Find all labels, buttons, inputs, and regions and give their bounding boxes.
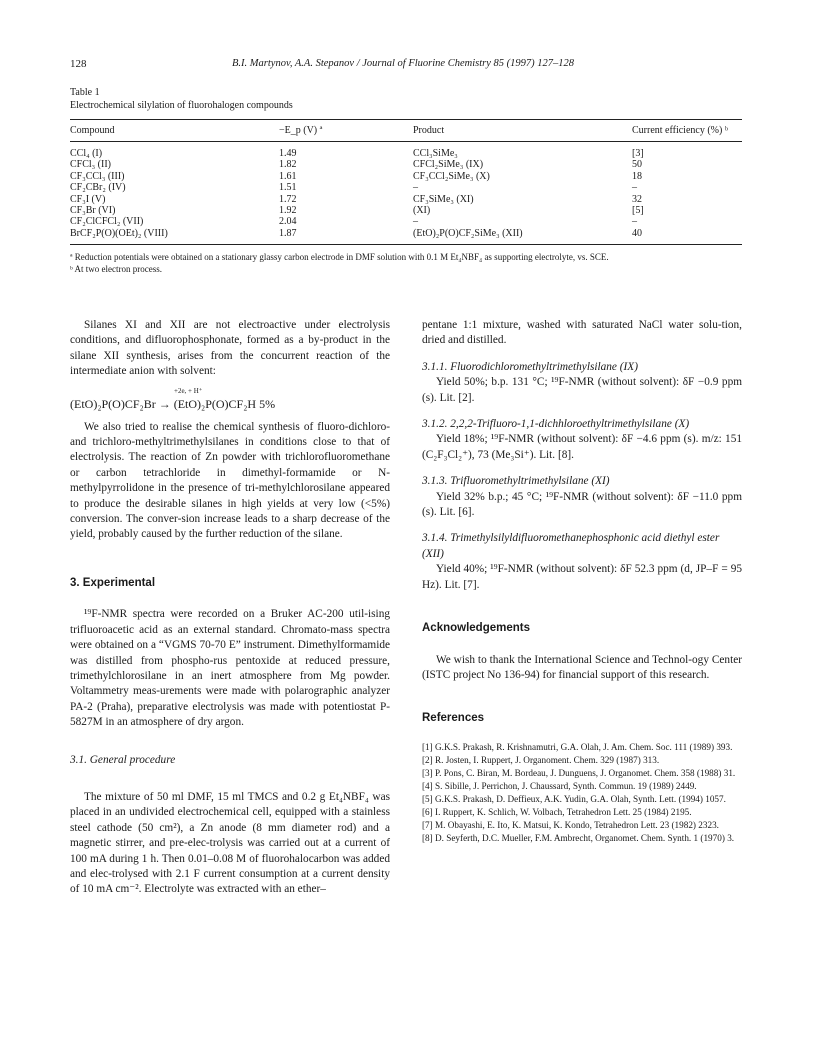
reference-list bbox=[422, 741, 742, 844]
cell-product: (EtO)₂P(O)CF₂SiMe₃ (XII) bbox=[413, 227, 523, 239]
cell-potential: 1.87 bbox=[279, 227, 297, 239]
reference-item: [3] P. Pons, C. Biran, M. Bordeau, J. Dunguens, J. Organomet. Chem. 358 (1988) 31. bbox=[422, 767, 736, 778]
table-row bbox=[70, 216, 742, 227]
table-label: Table 1 bbox=[70, 87, 100, 98]
cell-compound: CF₂ClCFCl₂ (VII) bbox=[70, 216, 144, 228]
cell-efficiency: [3] bbox=[632, 148, 644, 159]
cell-compound: CF₂CBr₂ (IV) bbox=[70, 182, 126, 194]
body-paragraph: We wish to thank the International Science and Technol-ogy Center (ISTC project No 136-94) for financial support of this research. bbox=[422, 653, 742, 681]
table-header-row bbox=[70, 120, 742, 142]
cell-efficiency: 32 bbox=[632, 193, 642, 205]
subsection-heading: 3.1.3. Trifluoromethyltrimethylsilane (XI) bbox=[422, 475, 610, 488]
reference-item: [1] G.K.S. Prakash, R. Krishnamutri, G.A. Olah, J. Am. Chem. Soc. 111 (1989) 393. bbox=[422, 741, 733, 752]
body-paragraph: Yield 50%; b.p. 131 °C; ¹⁹F-NMR (without solvent): δF −0.9 ppm (s). Lit. [2]. bbox=[422, 376, 742, 404]
cell-potential: 1.49 bbox=[279, 148, 297, 159]
body-paragraph: Yield 32% b.p.; 45 °C; ¹⁹F-NMR (without solvent): δF −11.0 ppm (s). Lit. [6]. bbox=[422, 490, 742, 519]
section-heading-references: References bbox=[422, 712, 485, 725]
cell-compound: CF₃Br (VI) bbox=[70, 205, 116, 217]
cell-compound: CF₃I (V) bbox=[70, 193, 106, 205]
cell-efficiency: 50 bbox=[632, 159, 642, 171]
table-row bbox=[70, 182, 742, 193]
equation-condition: +2e, + H⁺ bbox=[174, 386, 203, 395]
cell-product: CF₃CCl₂SiMe₃ (X) bbox=[413, 170, 490, 182]
body-paragraph: Silanes XI and XII are not electroactive under electrolysis conditions, and difluorophosphonate, formed as a by-product in the silane XII synthesis, arises from the concurrent reaction of the intermediate anion with solvent: bbox=[70, 319, 390, 378]
running-header: B.I. Martynov, A.A. Stepanov / Journal of Fluorine Chemistry 85 (1997) 127–128 bbox=[232, 58, 574, 69]
right-column bbox=[422, 318, 742, 845]
reference-item: [4] S. Sibille, J. Perrichon, J. Chaussard, Synth. Commun. 19 (1989) 2449. bbox=[422, 780, 697, 791]
table-block bbox=[70, 86, 742, 275]
cell-potential: 1.82 bbox=[279, 159, 297, 171]
cell-efficiency: 18 bbox=[632, 170, 642, 182]
cell-product: CFCl₂SiMe₃ (IX) bbox=[413, 159, 484, 171]
table-footnote-a: ª Reduction potentials were obtained on a stationary glassy carbon electrode in DMF solution with 0.1 M Et₄NBF₄ as supporting electrolyte, vs. SCE. bbox=[70, 252, 609, 263]
col-header-compound: Compound bbox=[70, 125, 115, 136]
body-paragraph: The mixture of 50 ml DMF, 15 ml TMCS and 0.2 g Et₄NBF₄ was placed in an undivided electrochemical cell, equipped with a stainless steel cathode (50 cm²), a Zn anode (8 mm diameter rod) and a magnetic stirrer, and pre-elec-trolysis was carried out at a current of 100 mA during 1 h. Then 0.01–0.08 M of fluorohalocarbon was added and elec-trolysed with 2.1 F current consumption at a current density of 10 mA cm⁻². Electrolyte was extracted with an ether– bbox=[70, 790, 390, 896]
table-row bbox=[70, 171, 742, 182]
cell-compound: CFCl₃ (II) bbox=[70, 159, 111, 171]
cell-potential: 1.92 bbox=[279, 205, 297, 217]
cell-efficiency: 40 bbox=[632, 227, 642, 239]
table-row bbox=[70, 194, 742, 205]
cell-potential: 2.04 bbox=[279, 216, 297, 228]
subsection-heading: 3.1.1. Fluorodichloromethyltrimethylsilane (IX) bbox=[422, 360, 638, 373]
reaction-equation bbox=[70, 384, 390, 414]
left-column bbox=[70, 318, 390, 898]
subsection-heading: 3.1. General procedure bbox=[70, 753, 176, 766]
col-header-efficiency: Current efficiency (%) ᵇ bbox=[632, 125, 728, 136]
body-paragraph: pentane 1:1 mixture, washed with saturated NaCl water solu-tion, dried and distilled. bbox=[422, 319, 742, 347]
cell-potential: 1.72 bbox=[279, 193, 297, 205]
col-header-potential: −E_p (V) ª bbox=[279, 125, 323, 136]
cell-product: CF₃SiMe₃ (XI) bbox=[413, 193, 474, 205]
cell-efficiency: – bbox=[632, 216, 637, 228]
reference-item: [7] M. Obayashi, E. Ito, K. Matsui, K. Kondo, Tetrahedron Lett. 23 (1982) 2323. bbox=[422, 819, 719, 830]
reference-item: [8] D. Seyferth, D.C. Mueller, F.M. Ambrecht, Organomet. Chem. Synth. 1 (1970) 3. bbox=[422, 832, 735, 843]
table-row bbox=[70, 228, 742, 245]
table-row bbox=[70, 142, 742, 160]
cell-potential: 1.51 bbox=[279, 182, 297, 194]
reference-item: [5] G.K.S. Prakash, D. Deffieux, A.K. Yudin, G.A. Olah, Synth. Lett. (1994) 1057. bbox=[422, 793, 726, 804]
table-caption: Electrochemical silylation of fluorohalogen compounds bbox=[70, 100, 293, 111]
reference-item: [2] R. Josten, I. Ruppert, J. Organoment. Chem. 329 (1987) 313. bbox=[422, 754, 660, 765]
cell-efficiency: – bbox=[632, 182, 637, 194]
page-number: 128 bbox=[70, 58, 87, 70]
body-paragraph: Yield 40%; ¹⁹F-NMR (without solvent): δF 52.3 ppm (d, JP–F = 95 Hz). Lit. [7]. bbox=[422, 563, 742, 591]
subsection-heading: 3.1.2. 2,2,2-Trifluoro-1,1-dichhloroethyltrimethylsilane (X) bbox=[422, 418, 690, 431]
cell-product: – bbox=[413, 216, 418, 228]
cell-product: CCl₃SiMe₃ bbox=[413, 148, 458, 159]
cell-potential: 1.61 bbox=[279, 170, 297, 182]
section-heading-experimental: 3. Experimental bbox=[70, 576, 156, 589]
cell-compound: CCl₄ (I) bbox=[70, 148, 103, 159]
cell-efficiency: [5] bbox=[632, 205, 644, 217]
section-heading-acknowledgements: Acknowledgements bbox=[422, 622, 530, 635]
body-paragraph: ¹⁹F-NMR spectra were recorded on a Bruker AC-200 util-ising trifluoroacetic acid as an external standard. Chromato-mass spectra were obtained on a “VGMS 70-70 E” instrument. Dimethylformamide was distilled from phospho-rus pentoxide at reduced pressure, trimethylchlorosilane in an inert atmosphere from Mg powder. Voltammetry meas-urements were made with polarographic analyzer PA-2 (Praha), preparative electrolysis was made with potentiostat P-5827M in an atmosphere of dry argon. bbox=[70, 608, 390, 729]
table-row bbox=[70, 205, 742, 216]
subsection-heading: 3.1.4. Trimethylsilyldifluoromethanephosphonic acid diethyl ester (XII) bbox=[422, 532, 720, 560]
body-paragraph: We also tried to realise the chemical synthesis of fluoro-dichloro- and trichloro-methyltrimethylsilanes in conditions close to that of electrolysis. The reaction of Zn powder with trichlorofluoromethane or carbon tetrachloride in dimethyl-formamide or N-methylpyrrolidone in the presence of tri-methylchlorosilane appeared to produce the desirable silanes in high yields at very low (<5%) conversion. The conver-sion increase leads to a sharp decrease of the yield, probably caused by the further reduction of the silane. bbox=[70, 420, 390, 541]
cell-compound: CF₃CCl₃ (III) bbox=[70, 170, 125, 182]
equation-text: (EtO)₂P(O)CF₂Br → (EtO)₂P(O)CF₂H 5% bbox=[70, 396, 276, 411]
cell-compound: BrCF₂P(O)(OEt)₂ (VIII) bbox=[70, 227, 168, 239]
data-table bbox=[70, 119, 742, 245]
reference-item: [6] I. Ruppert, K. Schlich, W. Volbach, Tetrahedron Lett. 25 (1984) 2195. bbox=[422, 806, 692, 817]
cell-product: – bbox=[413, 182, 418, 194]
cell-product: (XI) bbox=[413, 205, 431, 217]
table-row bbox=[70, 159, 742, 170]
col-header-product: Product bbox=[413, 125, 445, 136]
table-footnote-b: ᵇ At two electron process. bbox=[70, 264, 163, 275]
body-paragraph: Yield 18%; ¹⁹F-NMR (without solvent): δF −4.6 ppm (s). m/z: 151 (C₂F₃Cl₂⁺), 73 (Me₃Si⁺). Lit. [8]. bbox=[422, 433, 742, 461]
